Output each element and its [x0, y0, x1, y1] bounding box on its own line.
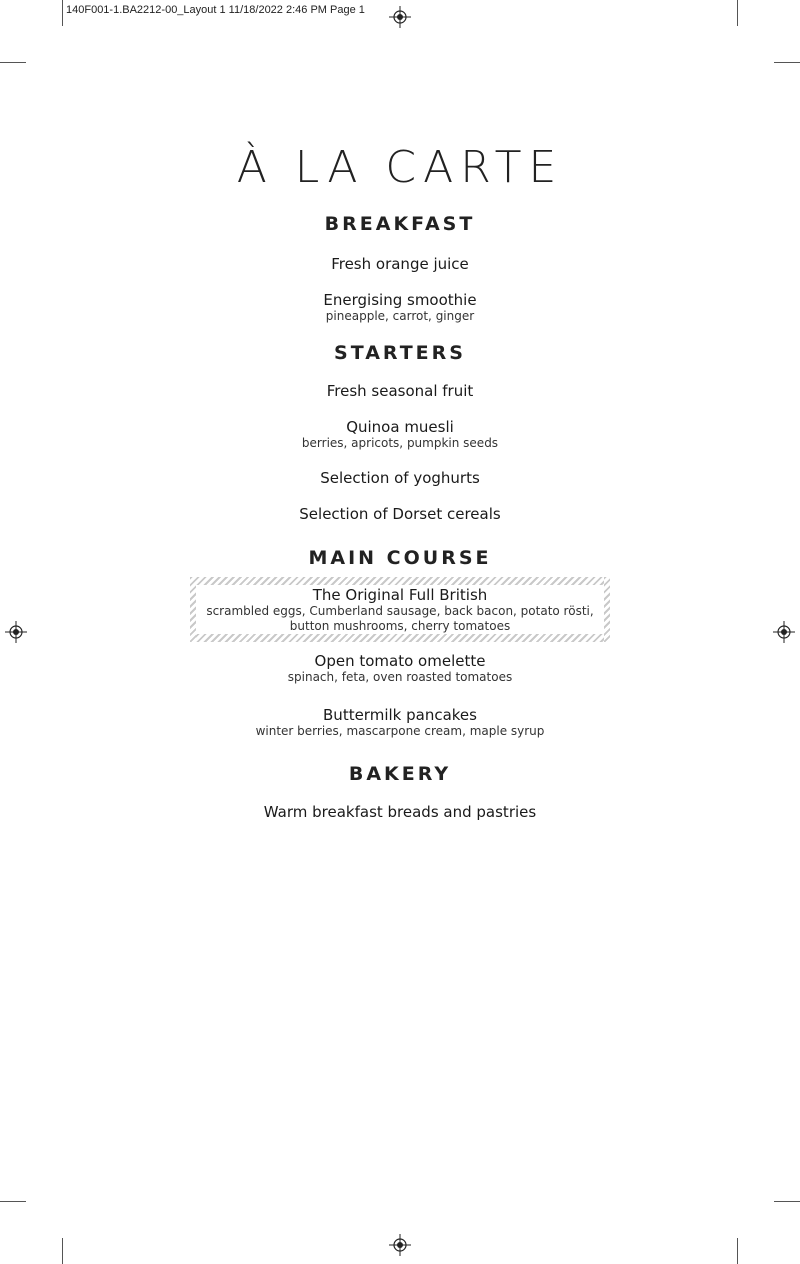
- menu: [0, 138, 800, 821]
- crop-mark: [62, 0, 63, 26]
- item-description: winter berries, mascarpone cream, maple syrup: [255, 724, 545, 738]
- item-name: Buttermilk pancakes: [323, 706, 477, 724]
- item-name: Fresh orange juice: [331, 255, 469, 273]
- menu-item: [0, 291, 800, 324]
- section-heading-breakfast: BREAKFAST: [324, 213, 476, 235]
- item-name: Selection of Dorset cereals: [299, 505, 501, 523]
- registration-mark-icon: [389, 1234, 411, 1256]
- item-description: scrambled eggs, Cumberland sausage, back bacon, potato rösti,: [206, 604, 594, 618]
- featured-menu-item: [190, 577, 610, 642]
- crop-mark: [737, 1238, 738, 1264]
- item-name: Quinoa muesli: [346, 418, 454, 436]
- crop-mark: [62, 1238, 63, 1264]
- item-name: The Original Full British: [312, 586, 488, 604]
- crop-mark: [774, 62, 800, 63]
- menu-item: [0, 505, 800, 523]
- crop-mark: [0, 1201, 26, 1202]
- menu-item: [0, 652, 800, 685]
- print-slug: 140F001-1.BA2212-00_Layout 1 11/18/2022 2:46 PM Page 1: [66, 4, 365, 16]
- featured-border: [190, 577, 610, 585]
- crop-mark: [0, 62, 26, 63]
- item-name: Energising smoothie: [323, 291, 477, 309]
- item-description: pineapple, carrot, ginger: [325, 309, 475, 323]
- item-name: Warm breakfast breads and pastries: [263, 803, 537, 821]
- item-description: berries, apricots, pumpkin seeds: [301, 436, 499, 450]
- item-name: Selection of yoghurts: [320, 469, 480, 487]
- crop-mark: [737, 0, 738, 26]
- section-heading-bakery: BAKERY: [348, 763, 452, 785]
- featured-border: [190, 634, 610, 642]
- registration-mark-icon: [389, 6, 411, 28]
- item-name: Fresh seasonal fruit: [326, 382, 474, 400]
- item-description: spinach, feta, oven roasted tomatoes: [287, 670, 513, 684]
- menu-item: [0, 469, 800, 487]
- section-heading-main-course: MAIN COURSE: [308, 547, 492, 569]
- menu-item: [0, 706, 800, 739]
- menu-item: [0, 803, 800, 821]
- item-description: button mushrooms, cherry tomatoes: [289, 619, 511, 633]
- menu-title: À LA CARTE: [236, 142, 564, 193]
- menu-item: [0, 382, 800, 400]
- menu-item: [0, 255, 800, 273]
- crop-mark: [774, 1201, 800, 1202]
- section-heading-starters: STARTERS: [334, 342, 466, 364]
- menu-item: [0, 418, 800, 451]
- item-name: Open tomato omelette: [314, 652, 486, 670]
